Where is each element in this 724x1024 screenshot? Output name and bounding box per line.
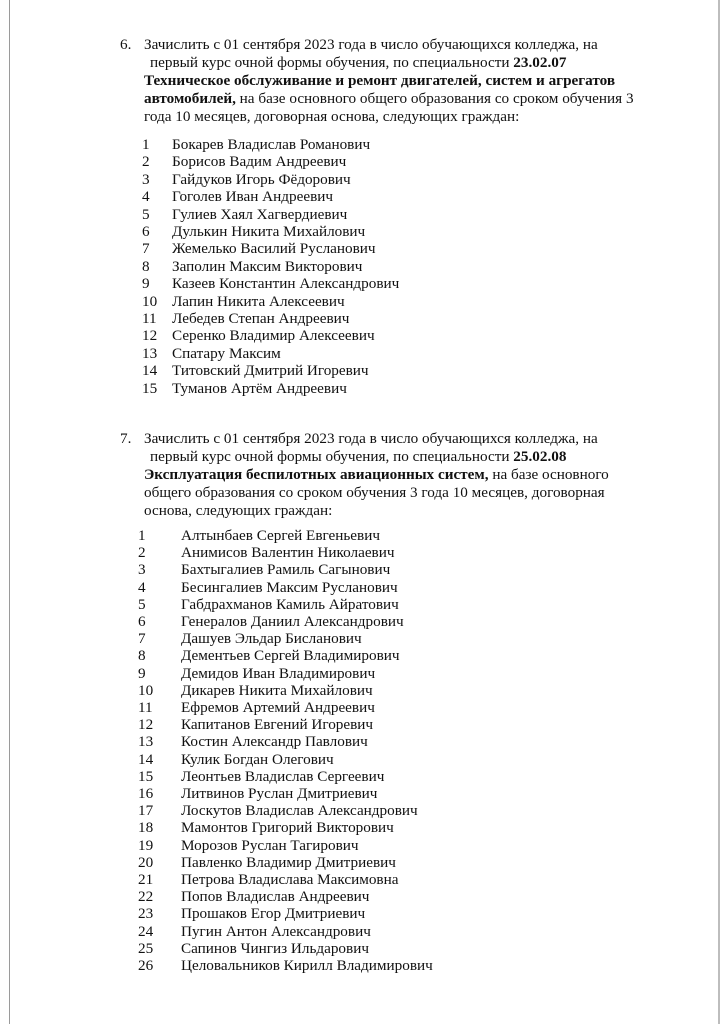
student-number: 1: [142, 136, 150, 153]
student-name: Костин Александр Павлович: [181, 733, 368, 751]
student-number: 10: [142, 292, 158, 310]
student-name: Габдрахманов Камиль Айратович: [181, 595, 399, 613]
student-name: Попов Владислав Андреевич: [181, 888, 370, 906]
student-number: 25: [138, 939, 154, 957]
student-number: 2: [138, 544, 146, 562]
student-name: Литвинов Руслан Дмитриевич: [181, 785, 378, 802]
section-6-specialty-name-part2: автомобилей,: [144, 90, 236, 107]
section-7-line-4: общего образования со сроком обучения 3 года 10 месяцев, договорная: [144, 484, 605, 501]
section-7-specialty-code: 25.02.08: [513, 448, 567, 465]
student-name: Целовальников Кирилл Владимирович: [181, 957, 433, 974]
section-6-line-3: [144, 72, 680, 90]
section-6-line-1: Зачислить с 01 сентября 2023 года в число обучающихся колледжа, на: [144, 36, 598, 53]
student-name: Казеев Константин Александрович: [172, 275, 400, 293]
section-7-line-3: [144, 466, 680, 484]
student-name: Ефремов Артемий Андреевич: [181, 699, 375, 716]
student-number: 21: [138, 871, 154, 888]
student-number: 12: [142, 327, 158, 345]
section-7-number: 7.: [120, 430, 132, 447]
student-name: Дулькин Никита Михайлович: [172, 223, 366, 240]
section-6-specialty-name-part1: Техническое обслуживание и ремонт двигателей, систем и агрегатов: [144, 72, 616, 89]
student-name: Бахтыгалиев Рамиль Сагынович: [181, 561, 391, 579]
student-name: Титовский Дмитрий Игоревич: [172, 362, 369, 380]
student-name: Лапин Никита Алексеевич: [172, 292, 345, 310]
student-name: Гайдуков Игорь Фёдорович: [172, 170, 351, 188]
student-name: Павленко Владимир Дмитриевич: [181, 853, 396, 871]
section-6-line-2: [144, 54, 680, 72]
student-number: 4: [142, 188, 150, 206]
student-number: 23: [138, 905, 154, 923]
student-number: 6: [138, 613, 146, 630]
student-name: Спатару Максим: [172, 344, 281, 362]
student-number: 1: [138, 527, 146, 544]
student-number: 16: [138, 785, 154, 802]
student-name: Жемелько Василий Русланович: [172, 240, 376, 258]
student-number: 5: [142, 205, 150, 223]
student-number: 6: [142, 223, 150, 240]
student-name: Гулиев Хаял Хагвердиевич: [172, 205, 348, 223]
student-number: 10: [138, 681, 154, 699]
student-name: Пугин Антон Александрович: [181, 922, 371, 940]
student-name: Туманов Артём Андреевич: [172, 379, 347, 397]
student-number: 12: [138, 716, 154, 734]
student-name: Сапинов Чингиз Ильдарович: [181, 939, 369, 957]
student-name: Алтынбаев Сергей Евгеньевич: [181, 527, 380, 544]
section-6-specialty-code: 23.02.07: [513, 54, 567, 71]
section-6-line-5: года 10 месяцев, договорная основа, следующих граждан:: [144, 108, 520, 125]
scan-edge-right: [718, 0, 720, 1024]
student-number: 13: [142, 344, 158, 362]
scan-edge-left: [9, 0, 10, 1024]
section-7-line-2-text: первый курс очной формы обучения, по специальности: [150, 448, 514, 465]
section-6-line-4: [144, 90, 680, 108]
student-number: 18: [138, 819, 154, 837]
student-name: Серенко Владимир Алексеевич: [172, 327, 375, 345]
student-number: 8: [142, 257, 150, 275]
student-name: Морозов Руслан Тагирович: [181, 836, 359, 854]
student-number: 5: [138, 595, 146, 613]
section-7-line-5: основа, следующих граждан:: [144, 502, 333, 519]
student-name: Гоголев Иван Андреевич: [172, 188, 334, 206]
student-name: Дашуев Эльдар Бисланович: [181, 630, 362, 648]
student-number: 17: [138, 802, 154, 820]
student-number: 19: [138, 836, 154, 854]
student-name: Заполин Максим Викторович: [172, 257, 363, 275]
student-name: Петрова Владислава Максимовна: [181, 871, 399, 888]
student-name: Бесингалиев Максим Русланович: [181, 578, 398, 596]
student-number: 15: [138, 767, 154, 785]
student-name: Прошаков Егор Дмитриевич: [181, 905, 366, 923]
student-name: Мамонтов Григорий Викторович: [181, 819, 394, 837]
student-name: Борисов Вадим Андреевич: [172, 153, 347, 171]
student-name: Лоскутов Владислав Александрович: [181, 802, 418, 820]
section-6-line-4-text: на базе основного общего образования со сроком обучения 3: [235, 90, 634, 107]
section-7-line-1: Зачислить с 01 сентября 2023 года в число обучающихся колледжа, на: [144, 430, 598, 447]
student-number: 14: [142, 362, 158, 380]
student-name: Бокарев Владислав Романович: [172, 136, 371, 153]
student-number: 20: [138, 853, 154, 871]
student-name: Кулик Богдан Олегович: [181, 750, 334, 768]
student-name: Демидов Иван Владимирович: [181, 664, 376, 682]
student-name: Дикарев Никита Михайлович: [181, 681, 373, 699]
student-number: 3: [142, 170, 150, 188]
student-name: Генералов Даниил Александрович: [181, 613, 404, 630]
student-number: 9: [138, 664, 146, 682]
student-number: 7: [138, 630, 146, 648]
student-number: 11: [138, 699, 153, 716]
section-7-text: [144, 430, 680, 520]
student-name: Дементьев Сергей Владимирович: [181, 647, 400, 665]
student-number: 9: [142, 275, 150, 293]
student-number: 13: [138, 733, 154, 751]
student-number: 26: [138, 957, 154, 974]
student-name: Лебедев Степан Андреевич: [172, 310, 350, 327]
student-number: 4: [138, 578, 146, 596]
section-6-line-2-text: первый курс очной формы обучения, по специальности: [150, 54, 514, 71]
student-number: 2: [142, 153, 150, 171]
student-number: 14: [138, 750, 154, 768]
student-number: 8: [138, 647, 146, 665]
student-name: Леонтьев Владислав Сергеевич: [181, 767, 385, 785]
student-number: 3: [138, 561, 146, 579]
student-number: 24: [138, 922, 154, 940]
section-7-line-3-text: на базе основного: [488, 466, 609, 483]
student-number: 15: [142, 379, 158, 397]
student-number: 7: [142, 240, 150, 258]
section-7-specialty-name: Эксплуатация беспилотных авиационных систем,: [144, 466, 489, 483]
student-number: 22: [138, 888, 154, 906]
section-6-number: 6.: [120, 36, 132, 53]
section-7-line-2: [144, 448, 680, 466]
student-number: 11: [142, 310, 157, 327]
student-name: Капитанов Евгений Игоревич: [181, 716, 374, 734]
student-name: Анимисов Валентин Николаевич: [181, 544, 395, 562]
section-6-text: [144, 36, 680, 126]
